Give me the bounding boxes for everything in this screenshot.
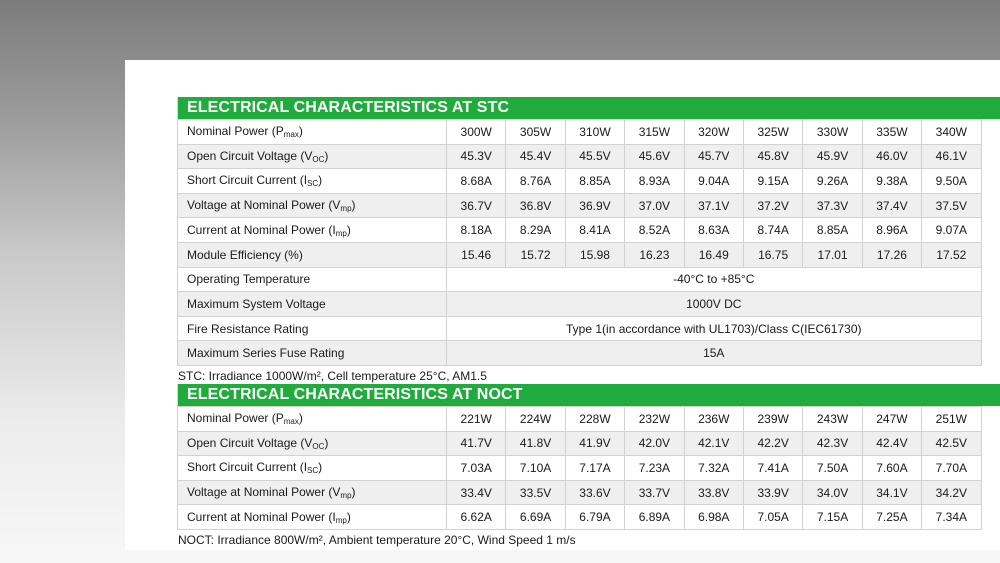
table-cell: 7.25A <box>862 505 921 530</box>
stc-section <box>177 97 1000 383</box>
table-cell: 37.5V <box>922 193 981 218</box>
row-label-text: Open Circuit Voltage (V <box>187 148 313 163</box>
table-cell: 37.2V <box>743 193 802 218</box>
table-cell: 7.70A <box>922 456 981 481</box>
row-label-subscript: mp <box>340 491 352 501</box>
table-cell: 232W <box>625 407 684 432</box>
table-row <box>178 193 982 218</box>
table-cell: 42.4V <box>862 431 921 456</box>
table-cell: 228W <box>565 407 624 432</box>
table-cell: 33.6V <box>565 480 624 505</box>
row-label-subscript: max <box>283 130 299 140</box>
table-cell: 45.3V <box>447 144 506 169</box>
table-cell: 37.3V <box>803 193 862 218</box>
row-label-subscript: max <box>283 417 299 427</box>
table-cell: 224W <box>506 407 565 432</box>
table-row <box>178 267 982 292</box>
table-cell: 33.7V <box>625 480 684 505</box>
table-cell: 236W <box>684 407 743 432</box>
row-label-subscript: OC <box>312 441 325 451</box>
row-label <box>178 242 447 267</box>
table-cell: 41.7V <box>447 431 506 456</box>
table-cell: 42.2V <box>743 431 802 456</box>
table-row <box>178 341 982 366</box>
table-cell: 8.52A <box>625 218 684 243</box>
table-cell: 7.23A <box>625 456 684 481</box>
row-label <box>178 169 447 194</box>
row-label: Maximum System Voltage <box>178 292 447 317</box>
noct-title: ELECTRICAL CHARACTERISTICS AT NOCT <box>177 384 1000 406</box>
row-label: Maximum Series Fuse Rating <box>178 341 447 366</box>
table-cell: 46.0V <box>862 144 921 169</box>
table-cell: 33.8V <box>684 480 743 505</box>
table-cell: 340W <box>922 120 981 145</box>
table-row <box>178 169 982 194</box>
table-cell: 6.98A <box>684 505 743 530</box>
table-cell: 8.18A <box>447 218 506 243</box>
table-cell: 7.17A <box>565 456 624 481</box>
row-label-text: Current at Nominal Power (I <box>187 509 336 524</box>
table-cell: 243W <box>803 407 862 432</box>
row-label-suffix: ) <box>346 509 351 524</box>
stc-table <box>177 119 982 366</box>
table-cell: 33.5V <box>506 480 565 505</box>
table-cell: 42.1V <box>684 431 743 456</box>
noct-section <box>177 384 1000 547</box>
table-cell: 45.8V <box>743 144 802 169</box>
table-cell: 8.85A <box>803 218 862 243</box>
table-cell: 8.68A <box>447 169 506 194</box>
datasheet-page <box>125 60 1000 550</box>
table-cell: 8.85A <box>565 169 624 194</box>
row-label-text: Module Efficiency (%) <box>187 247 303 262</box>
table-cell: 6.89A <box>625 505 684 530</box>
table-cell: 221W <box>447 407 506 432</box>
table-cell: 41.8V <box>506 431 565 456</box>
row-label <box>178 218 447 243</box>
table-row <box>178 242 982 267</box>
table-cell: 300W <box>447 120 506 145</box>
table-cell: 15.72 <box>506 242 565 267</box>
table-cell: 45.5V <box>565 144 624 169</box>
table-cell: 45.7V <box>684 144 743 169</box>
table-cell: 16.75 <box>743 242 802 267</box>
table-row <box>178 316 982 341</box>
row-label-text: Short Circuit Current (I <box>187 173 308 188</box>
row-label-suffix: ) <box>318 173 323 188</box>
table-cell: 251W <box>922 407 981 432</box>
table-row <box>178 480 982 505</box>
row-label-suffix: ) <box>324 435 329 450</box>
row-label-subscript: mp <box>340 204 352 214</box>
table-cell: 9.38A <box>862 169 921 194</box>
table-cell: 45.6V <box>625 144 684 169</box>
table-cell: 15.46 <box>447 242 506 267</box>
table-cell: 34.0V <box>803 480 862 505</box>
row-label <box>178 120 447 145</box>
table-cell: 7.41A <box>743 456 802 481</box>
row-label <box>178 193 447 218</box>
row-label <box>178 407 447 432</box>
row-label-subscript: SC <box>307 466 319 476</box>
spanned-value: 1000V DC <box>447 292 982 317</box>
table-cell: 37.1V <box>684 193 743 218</box>
row-label-text: Open Circuit Voltage (V <box>187 435 313 450</box>
table-cell: 34.1V <box>862 480 921 505</box>
table-cell: 315W <box>625 120 684 145</box>
table-cell: 37.4V <box>862 193 921 218</box>
row-label-text: Nominal Power (P <box>187 124 284 139</box>
table-cell: 17.52 <box>922 242 981 267</box>
table-cell: 15.98 <box>565 242 624 267</box>
table-cell: 330W <box>803 120 862 145</box>
table-cell: 33.9V <box>743 480 802 505</box>
row-label-suffix: ) <box>351 198 356 213</box>
row-label-subscript: mp <box>335 228 347 238</box>
table-cell: 42.0V <box>625 431 684 456</box>
table-cell: 17.01 <box>803 242 862 267</box>
table-cell: 8.93A <box>625 169 684 194</box>
table-cell: 7.50A <box>803 456 862 481</box>
row-label-text: Current at Nominal Power (I <box>187 222 336 237</box>
row-label: Operating Temperature <box>178 267 447 292</box>
table-cell: 16.49 <box>684 242 743 267</box>
table-cell: 42.5V <box>922 431 981 456</box>
table-cell: 8.29A <box>506 218 565 243</box>
table-cell: 46.1V <box>922 144 981 169</box>
table-cell: 325W <box>743 120 802 145</box>
row-label-suffix: ) <box>351 485 356 500</box>
table-cell: 36.7V <box>447 193 506 218</box>
row-label-suffix: ) <box>298 411 303 426</box>
table-cell: 16.23 <box>625 242 684 267</box>
row-label: Fire Resistance Rating <box>178 316 447 341</box>
table-cell: 310W <box>565 120 624 145</box>
noct-table <box>177 406 982 530</box>
table-row <box>178 218 982 243</box>
noct-note: NOCT: Irradiance 800W/m², Ambient temperature 20°C, Wind Speed 1 m/s <box>178 532 576 547</box>
row-label-subscript: mp <box>335 515 347 525</box>
table-row <box>178 407 982 432</box>
table-row <box>178 456 982 481</box>
row-label <box>178 505 447 530</box>
table-cell: 247W <box>862 407 921 432</box>
table-cell: 8.74A <box>743 218 802 243</box>
row-label <box>178 456 447 481</box>
spanned-value: -40°C to +85°C <box>447 267 982 292</box>
table-cell: 9.04A <box>684 169 743 194</box>
row-label-suffix: ) <box>318 460 323 475</box>
stc-note: STC: Irradiance 1000W/m², Cell temperature 25°C, AM1.5 <box>178 368 487 383</box>
table-row <box>178 292 982 317</box>
table-cell: 7.03A <box>447 456 506 481</box>
table-cell: 6.79A <box>565 505 624 530</box>
table-row <box>178 431 982 456</box>
table-cell: 8.41A <box>565 218 624 243</box>
table-cell: 7.34A <box>922 505 981 530</box>
table-cell: 33.4V <box>447 480 506 505</box>
table-cell: 335W <box>862 120 921 145</box>
row-label-text: Voltage at Nominal Power (V <box>187 198 341 213</box>
table-cell: 6.69A <box>506 505 565 530</box>
table-cell: 9.07A <box>922 218 981 243</box>
table-cell: 8.63A <box>684 218 743 243</box>
row-label <box>178 144 447 169</box>
table-cell: 34.2V <box>922 480 981 505</box>
table-cell: 239W <box>743 407 802 432</box>
row-label-subscript: SC <box>307 179 319 189</box>
table-cell: 36.8V <box>506 193 565 218</box>
table-row <box>178 120 982 145</box>
table-row <box>178 144 982 169</box>
table-cell: 7.60A <box>862 456 921 481</box>
row-label <box>178 480 447 505</box>
table-cell: 7.05A <box>743 505 802 530</box>
row-label-suffix: ) <box>346 222 351 237</box>
table-cell: 42.3V <box>803 431 862 456</box>
row-label-text: Short Circuit Current (I <box>187 460 308 475</box>
table-cell: 36.9V <box>565 193 624 218</box>
stc-title: ELECTRICAL CHARACTERISTICS AT STC <box>177 97 1000 119</box>
table-cell: 320W <box>684 120 743 145</box>
row-label-suffix: ) <box>298 124 303 139</box>
table-cell: 9.26A <box>803 169 862 194</box>
table-cell: 7.15A <box>803 505 862 530</box>
table-cell: 37.0V <box>625 193 684 218</box>
table-cell: 17.26 <box>862 242 921 267</box>
table-cell: 8.76A <box>506 169 565 194</box>
row-label-text: Voltage at Nominal Power (V <box>187 485 341 500</box>
table-cell: 45.4V <box>506 144 565 169</box>
table-cell: 45.9V <box>803 144 862 169</box>
table-cell: 6.62A <box>447 505 506 530</box>
table-cell: 7.32A <box>684 456 743 481</box>
row-label-suffix: ) <box>324 148 329 163</box>
row-label <box>178 431 447 456</box>
table-cell: 9.15A <box>743 169 802 194</box>
spanned-value: Type 1(in accordance with UL1703)/Class C(IEC61730) <box>447 316 982 341</box>
spanned-value: 15A <box>447 341 982 366</box>
row-label-text: Nominal Power (P <box>187 411 284 426</box>
table-cell: 8.96A <box>862 218 921 243</box>
table-cell: 41.9V <box>565 431 624 456</box>
table-cell: 7.10A <box>506 456 565 481</box>
table-cell: 9.50A <box>922 169 981 194</box>
row-label-subscript: OC <box>312 154 325 164</box>
table-row <box>178 505 982 530</box>
table-cell: 305W <box>506 120 565 145</box>
